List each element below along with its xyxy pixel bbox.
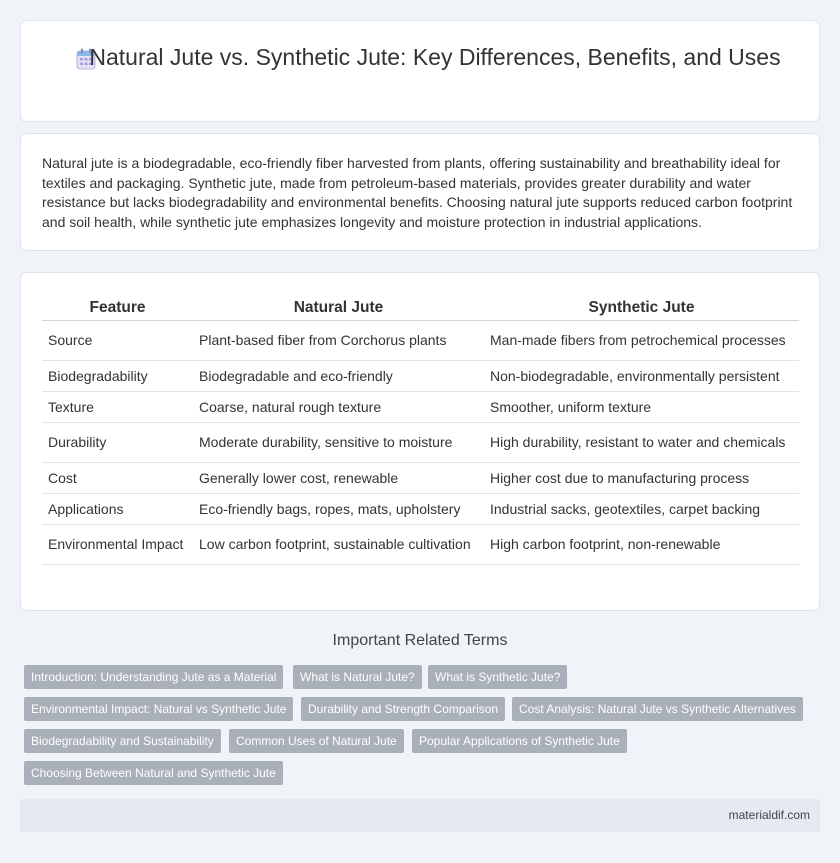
feature-cell: Applications <box>42 493 193 524</box>
related-term-tag[interactable]: Popular Applications of Synthetic Jute <box>412 729 627 753</box>
comparison-table-card <box>20 272 820 611</box>
natural-cell: Eco-friendly bags, ropes, mats, upholstery <box>193 493 484 524</box>
related-terms-heading: Important Related Terms <box>332 632 508 649</box>
related-term-tag[interactable]: Choosing Between Natural and Synthetic Jute <box>24 761 283 785</box>
header-feature: Feature <box>42 296 193 320</box>
natural-cell: Plant-based fiber from Corchorus plants <box>193 320 484 360</box>
natural-cell: Low carbon footprint, sustainable cultivation <box>193 524 484 564</box>
natural-cell: Moderate durability, sensitive to moisture <box>193 422 484 462</box>
natural-cell: Biodegradable and eco-friendly <box>193 360 484 391</box>
feature-cell: Biodegradability <box>42 360 193 391</box>
synthetic-cell: Non-biodegradable, environmentally persistent <box>484 360 799 391</box>
related-term-tag[interactable]: Common Uses of Natural Jute <box>229 729 404 753</box>
feature-cell: Durability <box>42 422 193 462</box>
footer <box>20 799 820 832</box>
feature-cell: Source <box>42 320 193 360</box>
table-header-row <box>42 296 799 320</box>
intro-paragraph: Natural jute is a biodegradable, eco-friendly fiber harvested from plants, offering sustainability and breathability ideal for textiles and packaging. Synthetic jute, made from petroleum-based materials, provides greater durability and water resistance but lacks biodegradability and environmental benefits. Choosing natural jute supports reduced carbon footprint and soil health, while synthetic jute emphasizes longevity and moisture protection in industrial applications. <box>42 155 793 230</box>
header-natural-jute: Natural Jute <box>193 296 484 320</box>
feature-cell: Texture <box>42 391 193 422</box>
table-row <box>42 422 799 462</box>
related-term-tag[interactable]: Cost Analysis: Natural Jute vs Synthetic Alternatives <box>512 697 803 721</box>
table-row <box>42 524 799 564</box>
table-row <box>42 391 799 422</box>
synthetic-cell: Industrial sacks, geotextiles, carpet backing <box>484 493 799 524</box>
site-link[interactable]: materialdif.com <box>728 808 810 822</box>
synthetic-cell: Higher cost due to manufacturing process <box>484 462 799 493</box>
related-term-tag[interactable]: What is Natural Jute? <box>293 665 422 689</box>
natural-cell: Coarse, natural rough texture <box>193 391 484 422</box>
related-term-tag[interactable]: Introduction: Understanding Jute as a Material <box>24 665 283 689</box>
feature-cell: Environmental Impact <box>42 524 193 564</box>
feature-cell: Cost <box>42 462 193 493</box>
synthetic-cell: High carbon footprint, non-renewable <box>484 524 799 564</box>
title-card <box>20 20 820 122</box>
table-row <box>42 493 799 524</box>
table-row <box>42 320 799 360</box>
page-title: Natural Jute vs. Synthetic Jute: Key Differences, Benefits, and Uses <box>89 44 781 70</box>
intro-card <box>20 133 820 251</box>
related-term-tag[interactable]: Biodegradability and Sustainability <box>24 729 221 753</box>
natural-cell: Generally lower cost, renewable <box>193 462 484 493</box>
table-row <box>42 360 799 391</box>
synthetic-cell: Man-made fibers from petrochemical processes <box>484 320 799 360</box>
synthetic-cell: Smoother, uniform texture <box>484 391 799 422</box>
related-term-tag[interactable]: What is Synthetic Jute? <box>428 665 567 689</box>
comparison-table <box>42 296 799 565</box>
synthetic-cell: High durability, resistant to water and chemicals <box>484 422 799 462</box>
table-row <box>42 462 799 493</box>
related-term-tag[interactable]: Durability and Strength Comparison <box>301 697 505 721</box>
related-term-tag[interactable]: Environmental Impact: Natural vs Synthetic Jute <box>24 697 293 721</box>
header-synthetic-jute: Synthetic Jute <box>484 296 799 320</box>
